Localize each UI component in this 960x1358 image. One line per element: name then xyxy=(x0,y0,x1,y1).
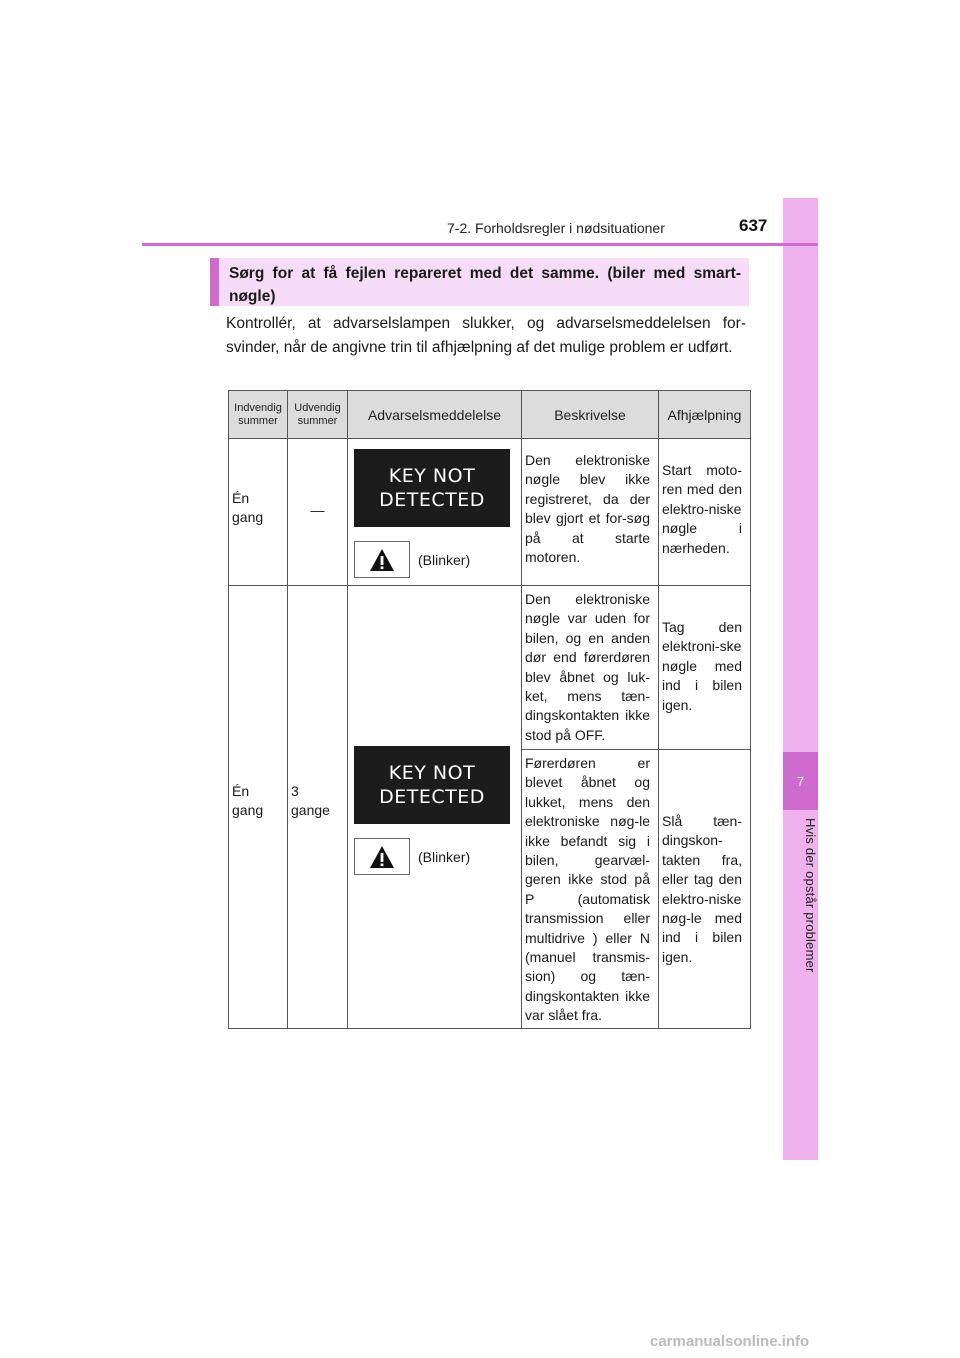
header-message: Advarselsmeddelelse xyxy=(348,391,522,439)
cell-outside-buzzer: — xyxy=(288,439,348,586)
header-inside-buzzer: Indvendig summer xyxy=(229,391,288,439)
watermark: carmanualsonline.info xyxy=(650,1333,810,1350)
warning-table xyxy=(228,390,751,1029)
header-rule xyxy=(142,243,818,246)
cell-description: Den elektroniske nøgle var uden for bilen, og en anden dør end førerdøren blev åbnet og luk-ket, mens tæn-dingskontakten ikke stod på OFF. xyxy=(522,586,659,750)
key-not-detected-display: KEY NOT DETECTED xyxy=(354,449,510,527)
table-row xyxy=(229,439,751,586)
section-title: 7-2. Forholdsregler i nødsituationer xyxy=(447,220,665,236)
chapter-side-tab xyxy=(783,198,818,1160)
intro-paragraph: Kontrollér, at advarselslampen slukker, og advarselsmeddelelsen for-svinder, når de angivne trin til afhjælpning af det mulige problem er udført. xyxy=(226,315,746,356)
key-not-detected-display: KEY NOT DETECTED xyxy=(354,746,510,824)
cell-remedy: Slå tæn-dingskon-takten fra, eller tag den elektro-niske nøg-le med ind i bilen igen. xyxy=(659,750,751,1029)
warning-triangle-icon xyxy=(354,838,410,875)
cell-description: Førerdøren er blevet åbnet og lukket, mens den elektroniske nøg-le ikke befandt sig i bilen, gearvæl-geren ikke stod på P (automatisk transmission eller multidrive ) eller N (manuel transmis-sion) og tæn-dingskontakten ikke var slået fra. xyxy=(522,750,659,1029)
cell-remedy: Start moto-ren med den elektro-niske nøgle i nærheden. xyxy=(659,439,751,586)
chapter-label: Hvis der opstår problemer xyxy=(803,818,818,973)
page-number: 637 xyxy=(739,216,768,235)
cell-outside-buzzer: 3 gange xyxy=(288,586,348,1029)
cell-message xyxy=(348,586,522,1029)
header-description: Beskrivelse xyxy=(522,391,659,439)
table-header-row xyxy=(229,391,751,439)
cell-remedy: Tag den elektroni-ske nøgle med ind i bilen igen. xyxy=(659,586,751,750)
header-outside-buzzer: Udvendig summer xyxy=(288,391,348,439)
header-remedy: Afhjælpning xyxy=(659,391,751,439)
chapter-number: 7 xyxy=(783,752,818,810)
blink-label: (Blinker) xyxy=(418,848,471,865)
cell-message xyxy=(348,439,522,586)
callout-text: Sørg for at få fejlen repareret med det samme. (biler med smart-nøgle) xyxy=(229,265,741,305)
warning-triangle-icon xyxy=(354,541,410,578)
blink-label: (Blinker) xyxy=(418,551,471,568)
cell-inside-buzzer: Én gang xyxy=(229,586,288,1029)
table-row xyxy=(229,586,751,750)
cell-inside-buzzer: Én gang xyxy=(229,439,288,586)
cell-description: Den elektroniske nøgle blev ikke registreret, da der blev gjort et for-søg på at starte motoren. xyxy=(522,439,659,586)
callout-box xyxy=(210,258,749,306)
